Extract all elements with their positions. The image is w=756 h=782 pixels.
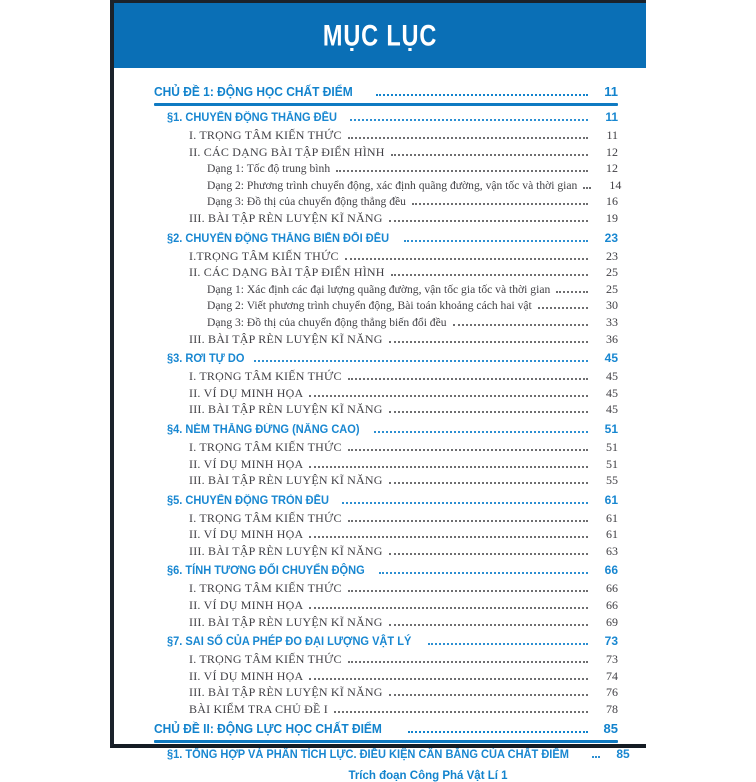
- dot-leader: [389, 553, 588, 555]
- toc-entry-label: II. VÍ DỤ MINH HỌA: [189, 527, 304, 542]
- dot-leader: [348, 449, 588, 451]
- toc-entry-page: 45: [606, 402, 618, 417]
- toc-entry: [154, 249, 618, 266]
- toc-entry: [154, 282, 618, 299]
- toc-entry: [154, 652, 618, 669]
- dot-leader: [389, 482, 588, 484]
- toc-entry-label: §7. SAI SỐ CỦA PHÉP ĐO ĐẠI LƯỢNG VẬT LÝ: [167, 636, 412, 649]
- dot-leader: [538, 307, 588, 309]
- toc-entry: [154, 177, 622, 195]
- toc-entry-page: 51: [606, 439, 618, 454]
- toc-entry-label: II. VÍ DỤ MINH HỌA: [189, 385, 304, 400]
- toc-entry-page: 66: [606, 598, 618, 613]
- dot-leader: [428, 643, 589, 645]
- toc-entry-page: 25: [606, 281, 618, 296]
- toc-entry: [154, 473, 618, 490]
- toc-entry-page: 85: [616, 746, 630, 761]
- toc-entry-page: 33: [606, 314, 618, 329]
- chapter-underline: [154, 103, 618, 106]
- toc-entry-label: III. BÀI TẬP RÈN LUYỆN KĨ NĂNG: [189, 210, 383, 225]
- toc-entry: [154, 84, 618, 100]
- toc-entry: [154, 110, 618, 128]
- toc-entry-label: I. TRỌNG TÂM KIẾN THỨC: [189, 439, 342, 454]
- toc-entry-page: 61: [606, 510, 618, 525]
- toc-entry: [154, 265, 618, 282]
- toc-entry: [154, 457, 618, 474]
- toc-entry-label: I. TRỌNG TÂM KIẾN THỨC: [189, 510, 342, 525]
- toc-entry-label: I. TRỌNG TÂM KIẾN THỨC: [189, 128, 342, 142]
- toc-entry-page: 45: [606, 385, 618, 400]
- toc-entry: [154, 161, 618, 178]
- toc-entry-page: 69: [606, 614, 618, 629]
- toc-entry-label: §6. TÍNH TƯƠNG ĐỐI CHUYỂN ĐỘNG: [167, 565, 365, 578]
- dot-leader: [348, 520, 588, 522]
- toc-entry-page: 14: [609, 177, 622, 192]
- toc-entry: [154, 581, 618, 598]
- toc-entry-page: 61: [606, 527, 618, 542]
- toc-entry: [154, 128, 618, 145]
- toc-entry-page: 45: [604, 351, 618, 366]
- toc-entry-label: CHỦ ĐỀ 1: ĐỘNG HỌC CHẤT ĐIỂM: [154, 84, 353, 99]
- toc-entry: [154, 685, 618, 702]
- toc-entry-page: 23: [606, 248, 618, 263]
- toc-entry-label: CHỦ ĐỀ II: ĐỘNG LỰC HỌC CHẤT ĐIỂM: [154, 720, 382, 736]
- dot-leader: [389, 341, 588, 343]
- toc-entry-label: §3. RƠI TỰ DO: [167, 353, 245, 366]
- toc-entry-label: Dạng 3: Đồ thị của chuyển động thẳng biến đổi đều: [207, 315, 447, 329]
- toc-entry: [154, 634, 618, 652]
- toc-entry-page: 45: [606, 369, 618, 384]
- toc-entry: [154, 402, 618, 419]
- toc-entry-label: I. TRỌNG TÂM KIẾN THỨC: [189, 581, 342, 596]
- toc-entry: [154, 493, 618, 511]
- toc-entry: [154, 527, 618, 544]
- toc-entry: [154, 332, 618, 349]
- toc-entry-label: III. BÀI TẬP RÈN LUYỆN KĨ NĂNG: [189, 331, 383, 346]
- toc-entry-label: I.TRỌNG TÂM KIẾN THỨC: [189, 248, 339, 263]
- toc-entry: [154, 615, 618, 632]
- dot-leader: [389, 411, 588, 413]
- toc-entry-page: 11: [605, 110, 618, 124]
- page-title: MỤC LỤC: [322, 18, 438, 52]
- toc-entry-label: Dạng 2: Viết phương trình chuyển động, Bài toán khoảng cách hai vật: [207, 299, 532, 313]
- dot-leader: [309, 678, 588, 680]
- toc-entry-label: II. VÍ DỤ MINH HỌA: [189, 598, 304, 613]
- toc-entry: [154, 721, 618, 737]
- toc-entry-label: II. CÁC DẠNG BÀI TẬP ĐIỂN HÌNH: [189, 144, 385, 159]
- toc-entry-page: 51: [604, 421, 618, 436]
- toc-entry-label: I. TRỌNG TÂM KIẾN THỨC: [189, 369, 342, 384]
- dot-leader: [334, 711, 588, 713]
- toc-entry-page: 36: [606, 331, 618, 346]
- dot-leader: [453, 324, 588, 326]
- toc-entry-page: 30: [606, 298, 618, 313]
- toc-entry: [154, 211, 618, 228]
- toc-entry: [154, 440, 618, 457]
- dot-leader: [556, 291, 588, 293]
- dot-leader: [350, 119, 588, 121]
- dot-leader: [404, 240, 588, 242]
- dot-leader: [342, 502, 588, 504]
- toc-entry-label: II. CÁC DẠNG BÀI TẬP ĐIỂN HÌNH: [189, 265, 385, 280]
- dot-leader: [309, 466, 588, 468]
- toc-entry-page: 66: [604, 563, 618, 578]
- dot-leader: [389, 694, 588, 696]
- dot-leader: [336, 170, 588, 172]
- toc-entry: [154, 369, 618, 386]
- toc-entry-label: II. VÍ DỤ MINH HỌA: [189, 668, 304, 683]
- toc-entry-label: III. BÀI TẬP RÈN LUYỆN KĨ NĂNG: [189, 402, 383, 417]
- toc-entry-label: §1. CHUYỂN ĐỘNG THẲNG ĐỀU: [167, 112, 337, 124]
- toc-entry: [154, 422, 618, 440]
- toc-header-banner: [114, 3, 646, 68]
- dot-leader: [389, 220, 588, 222]
- toc-entry-page: 51: [606, 456, 618, 471]
- toc-entry-page: 85: [603, 720, 618, 736]
- toc-entry: [154, 544, 618, 561]
- toc-entry: [154, 563, 618, 581]
- dot-leader: [583, 187, 591, 189]
- book-page-photo: [110, 0, 646, 782]
- toc-list: [114, 68, 646, 765]
- toc-entry: [154, 231, 618, 249]
- toc-entry: [154, 315, 618, 332]
- toc-entry-page: 12: [606, 161, 618, 176]
- toc-entry: [154, 702, 618, 719]
- toc-entry: [154, 351, 618, 369]
- toc-entry-page: 73: [606, 652, 618, 667]
- dot-leader: [391, 274, 588, 276]
- toc-entry: [154, 145, 618, 162]
- toc-entry-page: 74: [606, 668, 618, 683]
- toc-entry-page: 61: [604, 492, 618, 507]
- toc-entry-page: 55: [606, 473, 618, 488]
- toc-entry-page: 12: [606, 144, 618, 159]
- toc-entry-label: §2. CHUYỂN ĐỘNG THẲNG BIẾN ĐỔI ĐỀU: [167, 232, 390, 245]
- toc-entry-label: III. BÀI TẬP RÈN LUYỆN KĨ NĂNG: [189, 543, 383, 558]
- footer-caption: Trích đoạn Công Phá Vật Lí 1: [348, 769, 508, 782]
- dot-leader: [389, 624, 588, 626]
- toc-entry-label: Dạng 1: Tốc độ trung bình: [207, 162, 331, 176]
- toc-entry: [154, 298, 618, 315]
- dot-leader: [408, 731, 588, 733]
- toc-entry-label: I. TRỌNG TÂM KIẾN THỨC: [189, 652, 342, 667]
- toc-entry-label: §1. TỔNG HỢP VÀ PHÂN TÍCH LỰC. ĐIỀU KIỆN CÂN BẰNG CỦA CHẤT ĐIỂM: [167, 748, 569, 761]
- dot-leader: [348, 590, 588, 592]
- toc-entry: [154, 598, 618, 615]
- toc-entry: [154, 511, 618, 528]
- dot-leader: [412, 203, 588, 205]
- toc-entry-page: 16: [606, 194, 618, 209]
- toc-entry-page: 66: [606, 581, 618, 596]
- dot-leader: [348, 137, 588, 139]
- toc-entry-page: 78: [606, 702, 618, 717]
- toc-entry-label: III. BÀI TẬP RÈN LUYỆN KĨ NĂNG: [189, 473, 383, 488]
- toc-entry: [154, 194, 618, 211]
- toc-entry-page: 73: [604, 634, 618, 649]
- toc-entry-page: 76: [606, 685, 618, 700]
- toc-entry-label: III. BÀI TẬP RÈN LUYỆN KĨ NĂNG: [189, 685, 383, 700]
- toc-entry-label: III. BÀI TẬP RÈN LUYỆN KĨ NĂNG: [189, 614, 383, 629]
- toc-entry-label: BÀI KIỂM TRA CHỦ ĐỀ I: [189, 702, 328, 717]
- toc-entry-label: Dạng 3: Đồ thị của chuyển động thẳng đều: [207, 195, 406, 209]
- toc-entry-label: §5. CHUYỂN ĐỘNG TRÒN ĐỀU: [167, 494, 329, 507]
- toc-entry: [154, 669, 618, 686]
- toc-entry-label: Dạng 2: Phương trình chuyển động, xác định quãng đường, vận tốc và thời gian: [207, 178, 578, 192]
- toc-entry-page: 63: [606, 543, 618, 558]
- toc-entry-page: 11: [606, 128, 618, 142]
- toc-entry-page: 11: [604, 84, 618, 99]
- dot-leader: [379, 572, 588, 574]
- toc-entry: [154, 386, 618, 403]
- dot-leader: [374, 431, 588, 433]
- dot-leader: [348, 661, 588, 663]
- toc-entry-label: II. VÍ DỤ MINH HỌA: [189, 456, 304, 471]
- dot-leader: [376, 94, 588, 96]
- dot-leader: [345, 258, 588, 260]
- dot-leader: [348, 378, 588, 380]
- toc-entry-page: 19: [606, 210, 618, 225]
- toc-entry-label: §4. NÉM THẲNG ĐỨNG (NÂNG CAO): [167, 423, 360, 436]
- toc-entry-page: 23: [604, 230, 618, 245]
- toc-entry-label: Dạng 1: Xác định các đại lượng quãng đường, vận tốc gia tốc và thời gian: [207, 282, 551, 296]
- dot-leader: [391, 154, 588, 156]
- chapter-underline: [154, 740, 618, 743]
- dot-leader: [254, 360, 588, 362]
- dot-leader: [309, 395, 588, 397]
- toc-entry-page: 25: [606, 265, 618, 280]
- dot-leader: [309, 607, 588, 609]
- dot-leader: [309, 536, 588, 538]
